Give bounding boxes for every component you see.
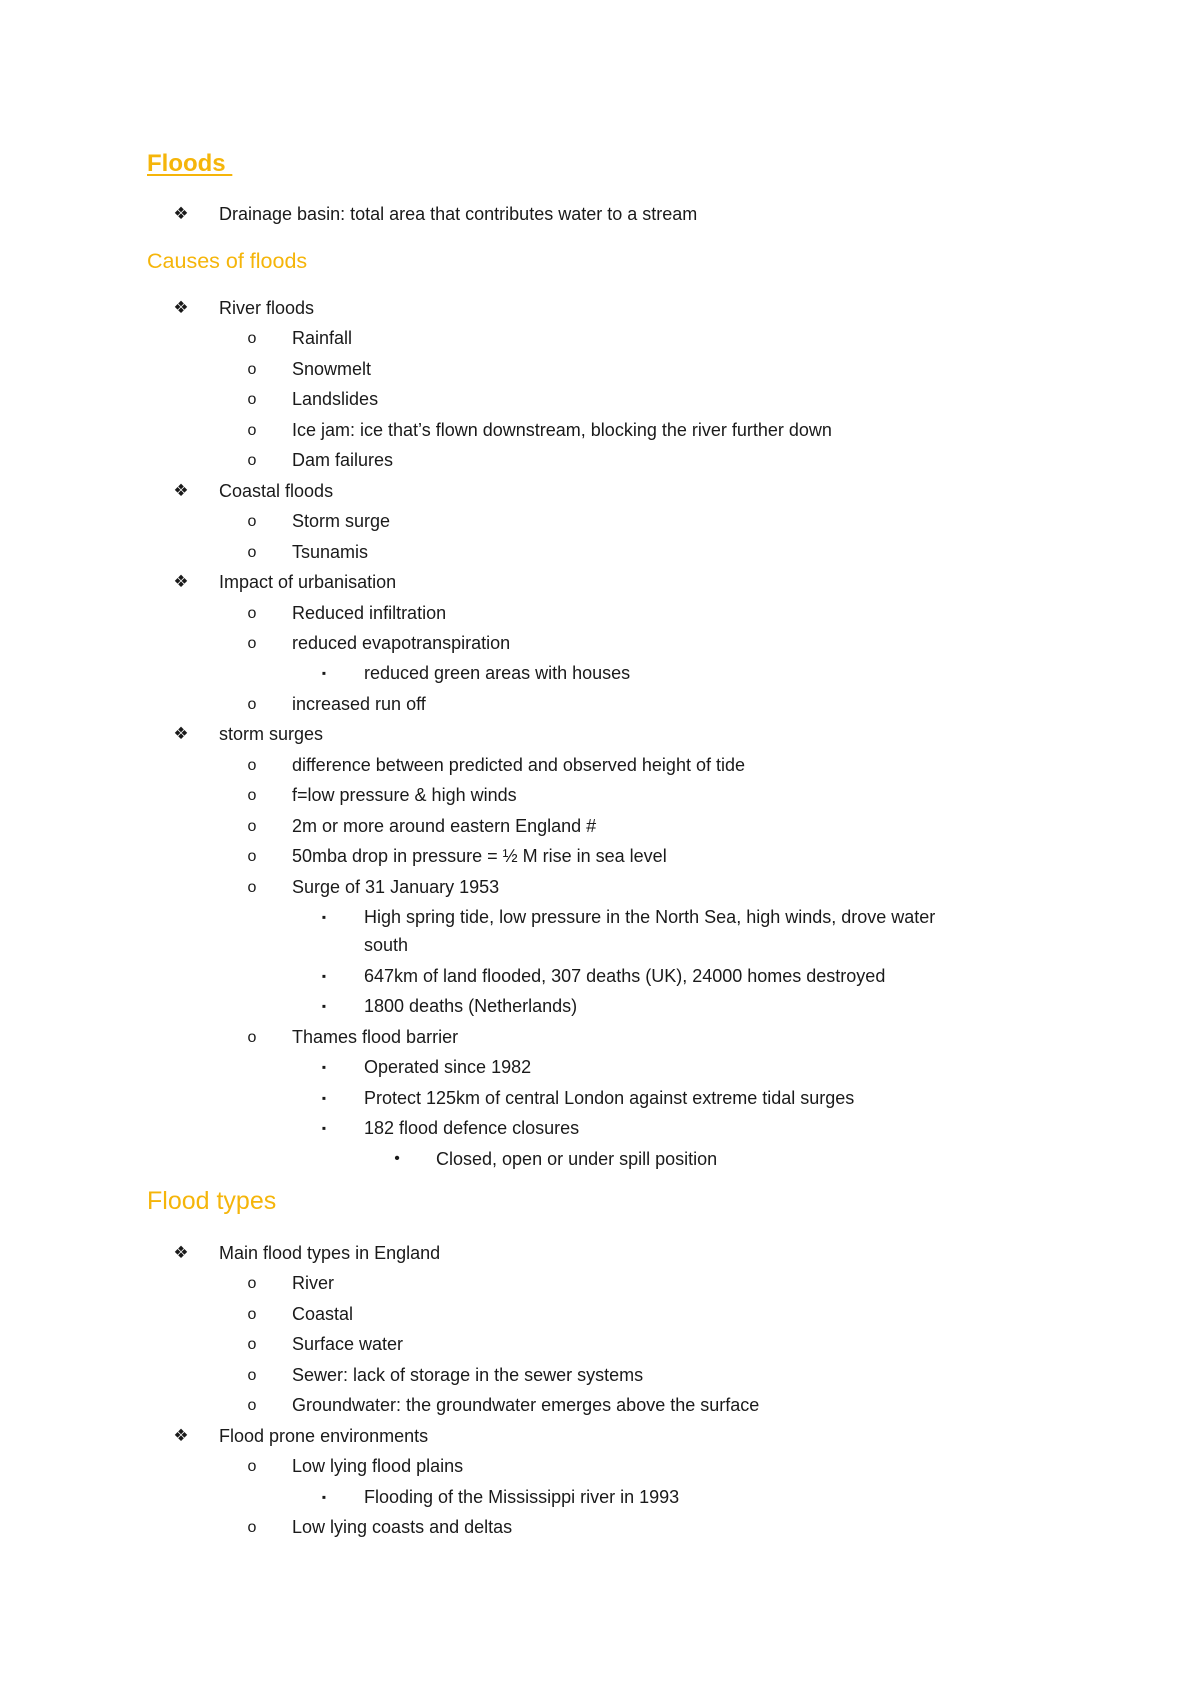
- circle-bullet-icon: o: [247, 1519, 257, 1537]
- list-item-text: 2m or more around eastern England #: [292, 815, 597, 836]
- list-item-text: Landslides: [292, 389, 379, 410]
- list-item-text: reduced green areas with houses: [364, 663, 631, 684]
- circle-bullet-icon: o: [247, 421, 257, 439]
- circle-bullet-icon: o: [247, 756, 257, 774]
- circle-bullet-icon: o: [247, 604, 257, 622]
- square-bullet-icon: ▪: [321, 968, 327, 983]
- square-bullet-icon: ▪: [321, 1090, 327, 1105]
- list-item-text: 182 flood defence closures: [364, 1118, 580, 1139]
- list-item-text: Low lying coasts and deltas: [292, 1517, 513, 1538]
- list-item-text: High spring tide, low pressure in the North Sea, high winds, drove water: [364, 907, 936, 927]
- list-item-text: Thames flood barrier: [292, 1026, 459, 1047]
- list-item-text: Tsunamis: [292, 541, 369, 562]
- list-item-text: Coastal: [292, 1303, 354, 1324]
- diamond-bullet-icon: ❖: [173, 480, 189, 500]
- square-bullet-icon: ▪: [321, 910, 327, 924]
- square-bullet-icon: ▪: [321, 1121, 327, 1136]
- list-item-text: Drainage basin: total area that contributes water to a stream: [219, 204, 698, 224]
- list-item-text: Closed, open or under spill position: [436, 1148, 718, 1169]
- square-bullet-icon: ▪: [321, 1489, 327, 1504]
- circle-bullet-icon: o: [247, 695, 257, 713]
- circle-bullet-icon: o: [247, 1336, 257, 1354]
- list-item-text: Groundwater: the groundwater emerges above the surface: [292, 1395, 760, 1416]
- list-item-text: Surge of 31 January 1953: [292, 876, 500, 897]
- list-item-text: reduced evapotranspiration: [292, 632, 511, 653]
- diamond-bullet-icon: ❖: [173, 204, 189, 223]
- list-item-text-continuation: south: [364, 935, 409, 956]
- list-item-text: 50mba drop in pressure = ½ M rise in sea level: [292, 846, 667, 867]
- list-item-text: storm surges: [219, 724, 324, 745]
- circle-bullet-icon: o: [247, 513, 257, 531]
- circle-bullet-icon: o: [247, 330, 257, 348]
- circle-bullet-icon: o: [247, 787, 257, 805]
- list-item-text: difference between predicted and observed height of tide: [292, 754, 745, 775]
- diamond-bullet-icon: ❖: [173, 1243, 189, 1262]
- circle-bullet-icon: o: [247, 1397, 257, 1415]
- list-item-text: River floods: [219, 298, 315, 318]
- diamond-bullet-icon: ❖: [173, 724, 189, 744]
- circle-bullet-icon: o: [247, 360, 257, 378]
- diamond-bullet-icon: ❖: [173, 298, 189, 317]
- circle-bullet-icon: o: [247, 543, 257, 561]
- list-item-text: f=low pressure & high winds: [292, 785, 517, 806]
- list-item-text: Dam failures: [292, 450, 394, 471]
- list-item-text: Impact of urbanisation: [219, 572, 397, 593]
- circle-bullet-icon: o: [247, 1275, 257, 1293]
- list-item-text: Storm surge: [292, 511, 391, 532]
- list-item-text: Reduced infiltration: [292, 602, 447, 623]
- circle-bullet-icon: o: [247, 1305, 257, 1323]
- list-item-text: Protect 125km of central London against extreme tidal surges: [364, 1087, 855, 1108]
- circle-bullet-icon: o: [247, 391, 257, 409]
- list-item-text: Snowmelt: [292, 358, 372, 379]
- dot-bullet-icon: •: [394, 1149, 400, 1167]
- list-item-text: increased run off: [292, 693, 426, 714]
- list-item-text: River: [292, 1273, 335, 1294]
- list-item-text: Sewer: lack of storage in the sewer systems: [292, 1364, 644, 1385]
- square-bullet-icon: ▪: [321, 666, 327, 681]
- section-heading: Flood types: [147, 1187, 277, 1215]
- document-title: Floods: [147, 150, 233, 177]
- list-item-text: 647km of land flooded, 307 deaths (UK), 24000 homes destroyed: [364, 965, 886, 986]
- list-item-text: Rainfall: [292, 328, 353, 349]
- circle-bullet-icon: o: [247, 878, 257, 896]
- circle-bullet-icon: o: [247, 1366, 257, 1384]
- diamond-bullet-icon: ❖: [173, 1425, 189, 1445]
- list-item-text: Operated since 1982: [364, 1057, 532, 1078]
- list-item-text: Low lying flood plains: [292, 1456, 464, 1477]
- list-item-text: Flood prone environments: [219, 1425, 429, 1446]
- circle-bullet-icon: o: [247, 1458, 257, 1476]
- list-item-text: Flooding of the Mississippi river in 1993: [364, 1486, 680, 1507]
- square-bullet-icon: ▪: [321, 999, 327, 1014]
- list-item-text: Main flood types in England: [219, 1243, 441, 1263]
- circle-bullet-icon: o: [247, 1028, 257, 1046]
- diamond-bullet-icon: ❖: [173, 572, 189, 592]
- section-heading: Causes of floods: [147, 249, 308, 273]
- list-item-text: Coastal floods: [219, 480, 334, 501]
- circle-bullet-icon: o: [247, 817, 257, 835]
- circle-bullet-icon: o: [247, 452, 257, 470]
- circle-bullet-icon: o: [247, 634, 257, 652]
- list-item-text: Ice jam: ice that’s flown downstream, blocking the river further down: [292, 419, 832, 440]
- square-bullet-icon: ▪: [321, 1060, 327, 1075]
- list-item-text: Surface water: [292, 1334, 404, 1355]
- list-item-text: 1800 deaths (Netherlands): [364, 996, 578, 1017]
- circle-bullet-icon: o: [247, 848, 257, 866]
